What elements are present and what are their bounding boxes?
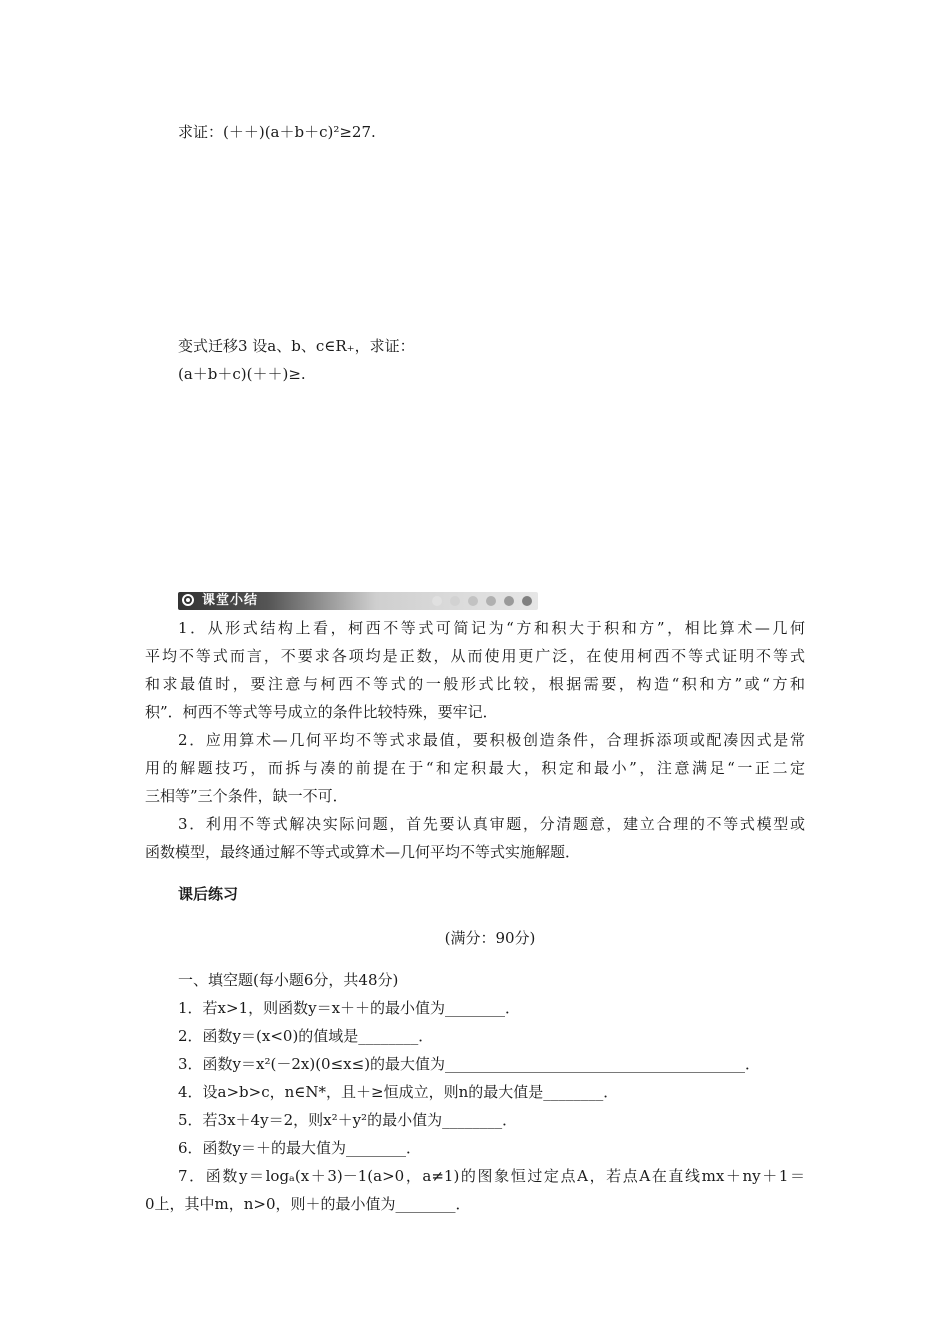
variant-3-line-1: 变式迁移3 设a、b、c∈R₊，求证：	[178, 337, 415, 355]
question-6: 6．函数y＝＋的最大值为________．	[178, 1139, 422, 1157]
variant-3-line-2: (a＋b＋c)(＋＋)≥.	[178, 365, 306, 383]
summary-line: 函数模型，最终通过解不等式或算术—几何平均不等式实施解题．	[145, 843, 581, 861]
summary-line: 积”．柯西不等式等号成立的条件比较特殊，要牢记．	[145, 703, 498, 721]
summary-line: 3．利用不等式解决实际问题，首先要认真审题，分清题意，建立合理的不等式模型或	[178, 815, 805, 833]
summary-line: 1．从形式结构上看，柯西不等式可简记为“方和积大于积和方”，相比算术—几何	[178, 619, 805, 637]
banner-dot-icon	[450, 596, 460, 606]
question-7-line-1: 7．函数y＝logₐ(x＋3)－1(a>0，a≠1)的图象恒过定点A，若点A在直线mx＋ny＋1＝	[178, 1167, 805, 1185]
summary-line: 2．应用算术—几何平均不等式求最值，要积极创造条件，合理拆添项或配凑因式是常	[178, 731, 805, 749]
section-heading: 一、填空题(每小题6分，共48分)	[178, 971, 399, 989]
summary-line: 和求最值时，要注意与柯西不等式的一般形式比较，根据需要，构造“积和方”或“方和	[145, 675, 805, 693]
question-2: 2．函数y＝(x<0)的值域是________．	[178, 1027, 434, 1045]
banner-dot-icon	[486, 596, 496, 606]
summary-banner	[178, 592, 538, 610]
summary-line: 用的解题技巧，而拆与凑的前提在于“和定积最大，积定和最小”，注意满足“一正二定	[145, 759, 805, 777]
question-5: 5．若3x＋4y＝2，则x²＋y²的最小值为________．	[178, 1111, 518, 1129]
question-1: 1．若x>1，则函数y＝x＋＋的最小值为________．	[178, 999, 521, 1017]
summary-line: 平均不等式而言，不要求各项均是正数，从而使用更广泛，在使用柯西不等式证明不等式	[145, 647, 805, 665]
question-3: 3．函数y＝x²(－2x)(0≤x≤)的最大值为________________________________________．	[178, 1055, 761, 1073]
banner-dots	[432, 596, 532, 606]
summary-banner-label: 课堂小结	[202, 593, 259, 608]
banner-dot-icon	[522, 596, 532, 606]
practice-heading: 课后练习	[178, 885, 239, 903]
question-4: 4．设a>b>c，n∈N*，且＋≥恒成立，则n的最大值是________．	[178, 1083, 619, 1101]
proof-statement: 求证：(＋＋)(a＋b＋c)²≥27.	[178, 123, 376, 141]
question-7-line-2: 0上，其中m，n>0，则＋的最小值为________．	[145, 1195, 471, 1213]
banner-dot-icon	[504, 596, 514, 606]
full-score: (满分：90分)	[444, 929, 536, 947]
circle-bullet-icon	[182, 594, 194, 606]
banner-dot-icon	[468, 596, 478, 606]
summary-line: 三相等”三个条件，缺一不可．	[145, 787, 348, 805]
banner-dot-icon	[432, 596, 442, 606]
